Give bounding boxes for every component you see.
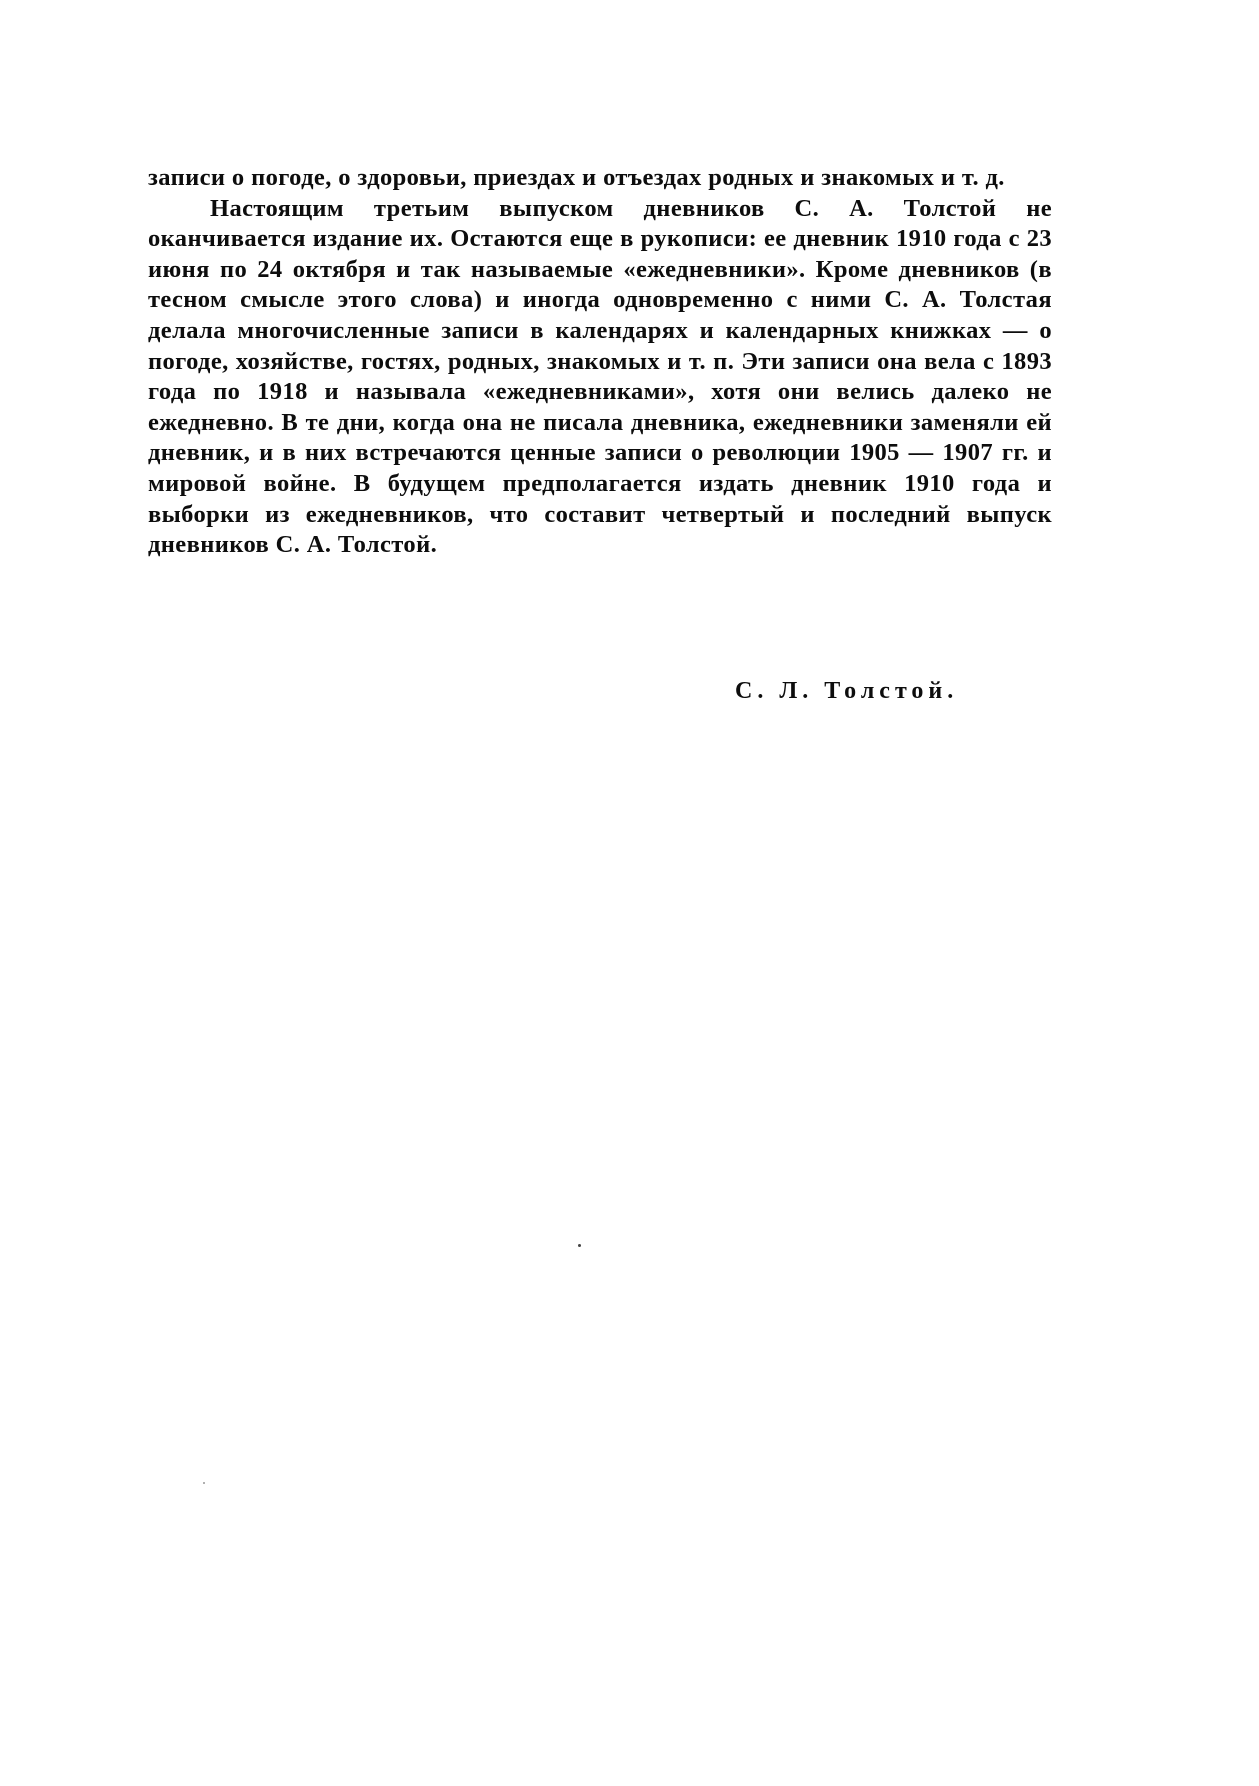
author-signature: С. Л. Толстой. xyxy=(735,678,959,704)
scan-speck xyxy=(578,1244,581,1247)
paragraph-continuation: записи о погоде, о здоровьи, приездах и отъездах родных и знакомых и т. д. xyxy=(148,164,1005,191)
body-text xyxy=(148,163,1052,561)
paragraph-main: Настоящим третьим выпуском дневников С. А. Толстой не оканчивается издание их. Остаются еще в рукописи: ее дневник 1910 года с 23 июня по 24 октября и так называемые «ежедневники». Кроме дневников (в тесном смысле этого слова) и иногда одновременно с ними С. А. Толстая делала многочисленные записи в календарях и календарных книжках — о погоде, хозяйстве, гостях, родных, знакомых и т. п. Эти записи она вела с 1893 года по 1918 и называла «ежедневниками», хотя они велись далеко не ежедневно. В те дни, когда она не писала дневника, ежедневники заменяли ей дневник, и в них встречаются ценные записи о революции 1905 — 1907 гг. и мировой войне. В будущем предполагается издать дневник 1910 года и выборки из ежедневников, что составит четвертый и последний выпуск дневников С. А. Толстой. xyxy=(148,194,1052,559)
scan-speck xyxy=(203,1482,205,1484)
